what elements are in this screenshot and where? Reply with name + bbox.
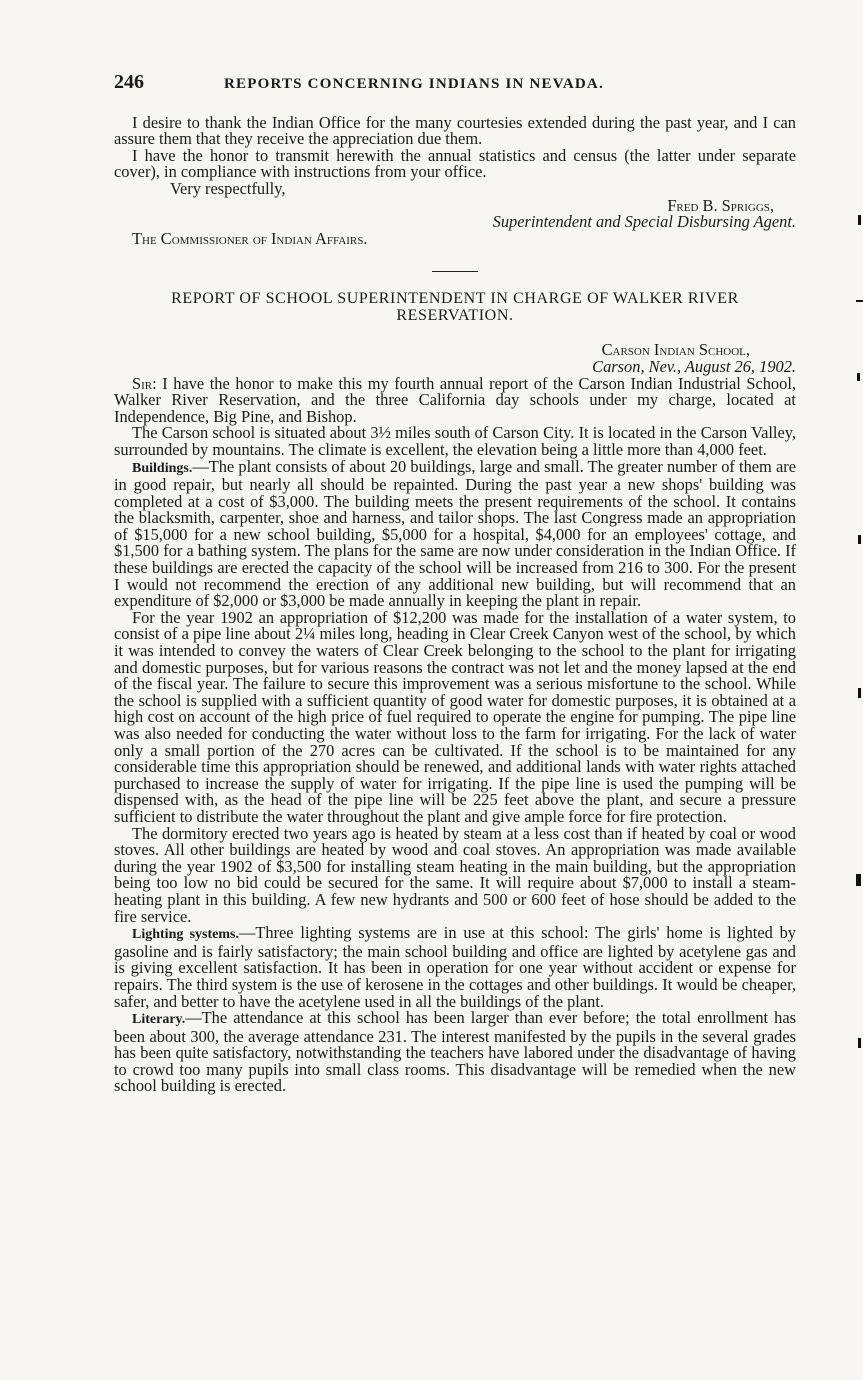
literary-heading: Literary.	[132, 1012, 186, 1028]
document-page	[114, 71, 797, 1096]
section-divider	[432, 271, 478, 272]
intro-text: I have the honor to make this my fourth annual report of the Carson Indian Industrial School, Walker River Reservation, and the three California day schools under my charge, located at Independence, Big Pine, and Bishop.	[114, 373, 796, 426]
scan-edge-mark	[857, 373, 860, 381]
water-paragraph: For the year 1902 an appropriation of $12,200 was made for the installation of a water system, to consist of a pipe line about 2¼ miles long, heading in Clear Creek Canyon west of the school, by which it was intended to convey the waters of Clear Creek belonging to the school to the plant for irrigating and domestic purposes, but for various reasons the contract was not let and the money lapsed at the end of the fiscal year. The failure to secure this improvement was a serious misfortune to the school. While the school is supplied with a sufficient quantity of good water for domestic purposes, it is obtained at a high cost on account of the high price of fuel required to operate the engine for pumping. The pipe line was also needed for conducting the water without loss to the farm for irrigating. For the lack of water only a small portion of the 270 acres can be cultivated. If the school is to be maintained for any considerable time this appropriation should be renewed, and additional lands with water rights attached purchased to increase the supply of water for irrigating. If the pipe line is used the pumping will be dispensed with, as the head of the pipe line will be 225 feet above the plant, and secure a pressure sufficient to distribute the water throughout the plant and give ample force for fire protection.	[114, 607, 796, 826]
lighting-paragraph	[114, 925, 796, 1010]
literary-text: —The attendance at this school has been larger than ever before; the total enrollment has been about 300, the average attendance 231. The interest manifested by the pupils in the several grades has been quite satisfactory, notwithstanding the teachers have labored under the disadvantage of having to crowd too many pupils into small class rooms. This disadvantage will be remedied when the new school building is erected.	[114, 1008, 796, 1096]
report-title: REPORT OF SCHOOL SUPERINTENDENT IN CHARGE OF WALKER RIVER RESERVATION.	[171, 290, 739, 325]
dateline-place-text: Carson Indian School,	[601, 340, 750, 360]
running-head	[114, 71, 796, 93]
letter-paragraph-transmit: I have the honor to transmit herewith the annual statistics and census (the latter under separate cover), in compliance with instructions from your office.	[114, 145, 796, 182]
lighting-heading: Lighting systems.	[132, 927, 239, 943]
lighting-text: —Three lighting systems are in use at this school: The girls' home is lighted by gasoline and is fairly satisfactory; the main school building and office are lighted by acetylene gas and is giving excellent satisfaction. It has been in operation for one year without accident or expense for repairs. The third system is the use of kerosene in the cottages and other buildings. It would be cheaper, safer, and better to have the acetylene used in all the buildings of the plant.	[114, 923, 797, 1011]
page-number: 246	[114, 71, 144, 93]
scan-edge-mark	[856, 300, 863, 302]
addressee: The Commissioner of Indian Affairs.	[132, 228, 368, 248]
signer-title: Superintendent and Special Disbursing Agent.	[492, 212, 796, 232]
buildings-text: —The plant consists of about 20 buildings, large and small. The greater number of them are in good repair, but nearly all should be repainted. During the past year a new shops' building was completed at a cost of $3,000. The building meets the present requirements of the school. It contains the blacksmith, carpenter, shoe and harness, and tailor shops. The last Congress made an appropriation of $15,000 for a new school building, $5,000 for a hospital, $4,000 for an employees' cottage, and $1,500 for a bathing system. The plans for the same are now under consideration in the Indian Office. If these buildings are erected the capacity of the school will be increased from 216 to 300. For the present I would not recommend the erection of any additional new building, but will recommend that an expenditure of $2,000 or $3,000 be made annually in keeping the plant in repair.	[114, 456, 796, 611]
report-intro-paragraph	[114, 373, 796, 426]
literary-paragraph	[114, 1010, 796, 1095]
buildings-heading: Buildings.	[132, 460, 193, 476]
running-title: REPORTS CONCERNING INDIANS IN NEVADA.	[224, 76, 604, 92]
letter-paragraph-thanks: I desire to thank the Indian Office for the many courtesies extended during the past year, and I can assure them that they receive the appreciation due them.	[114, 112, 796, 149]
scan-edge-mark	[858, 688, 861, 698]
salutation: Sir:	[132, 373, 157, 393]
buildings-paragraph	[114, 456, 796, 611]
scan-edge-mark	[858, 535, 861, 544]
heating-paragraph: The dormitory erected two years ago is heated by steam at a less cost than if heated by coal or wood stoves. All other buildings are heated by wood and coal stoves. An appropriation was made available during the year 1902 of $3,500 for installing steam heating in the main building, but the appropriation being too low no bid could be secured for the same. It will require about $7,000 to install a steam-heating plant in this building. A few new hydrants and 500 or 600 feet of hose should be added to the fire service.	[114, 823, 796, 926]
dateline-date: Carson, Nev., August 26, 1902.	[592, 356, 796, 376]
scan-edge-mark	[858, 1038, 861, 1048]
letter-closing: Very respectfully,	[170, 178, 286, 198]
report-location-paragraph: The Carson school is situated about 3½ miles south of Carson City. It is located in the Carson Valley, surrounded by mountains. The climate is excellent, the elevation being a little more than 4,000 feet.	[114, 423, 796, 459]
signer-name: Fred B. Spriggs,	[667, 195, 774, 215]
scan-edge-mark	[856, 874, 861, 886]
scan-edge-mark	[858, 215, 861, 225]
